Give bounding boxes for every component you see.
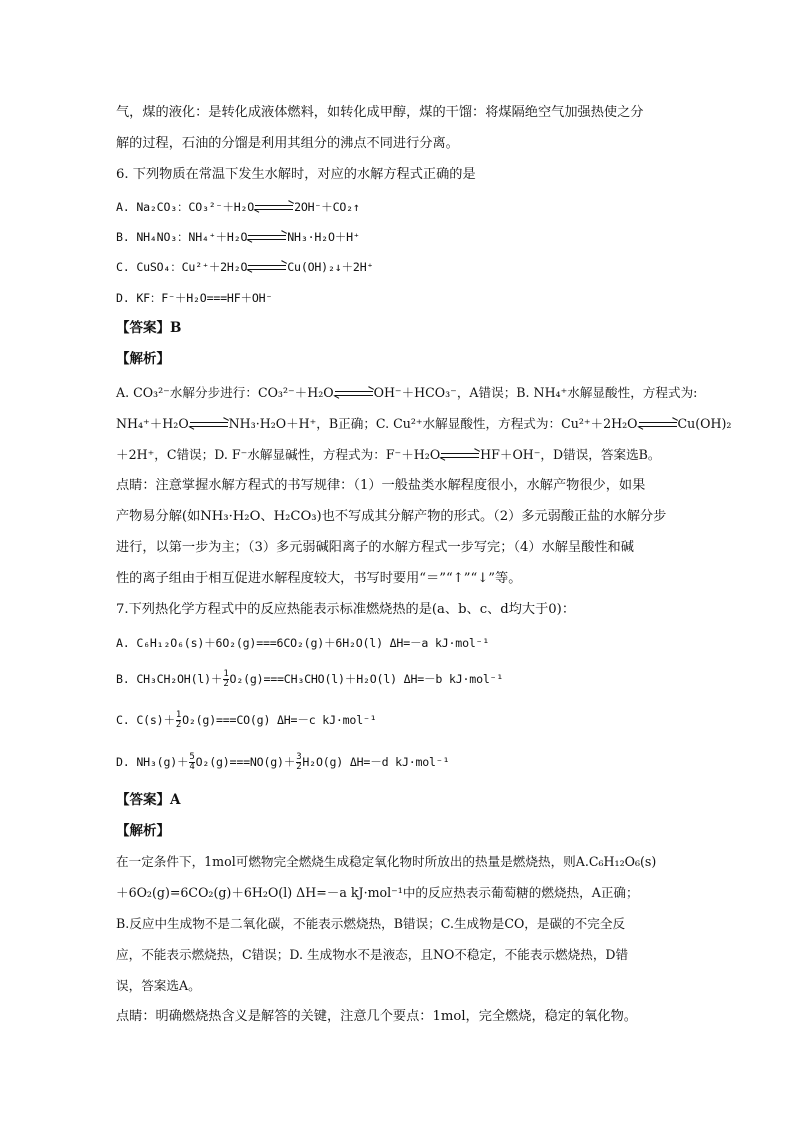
q6-analysis-1a: A. CO₃²⁻水解分步进行：CO₃²⁻＋H₂O — [116, 385, 334, 400]
q6-option-a-right: 2OH⁻＋CO₂↑ — [294, 200, 360, 214]
q7-analysis-line-1: 在一定条件下，1mol可燃物完全燃烧生成稳定氧化物时所放出的热量是燃烧热，则A.C₆H₁₂O₆(s) — [116, 854, 657, 869]
q6-option-c — [116, 257, 682, 277]
q6-option-a — [116, 197, 682, 217]
q6-tip-line-4: 性的离子组由于相互促进水解程度较大，书写时要用“＝”“↑”“↓”等。 — [116, 571, 522, 586]
q6-analysis-line-2 — [116, 414, 732, 434]
q7-option-d-right: H₂O(g) ΔH=－d kJ·mol⁻¹ — [302, 755, 450, 769]
q6-analysis-2b: NH₃·H₂O＋H⁺，B正确；C. Cu²⁺水解显酸性，方程式为：Cu²⁺＋2H₂O — [228, 416, 638, 431]
q7-analysis-label: 【解析】 — [116, 823, 170, 839]
q6-option-b-left: B. NH₄NO₃：NH₄⁺＋H₂O — [116, 230, 248, 244]
q6-answer: 【答案】B — [116, 320, 182, 336]
q6-tip-line-3: 进行，以第一步为主；（3）多元弱碱阳离子的水解方程式一步写完；（4）水解呈酸性和碱 — [116, 540, 634, 555]
q7-option-b — [116, 669, 682, 689]
q7-option-d — [116, 752, 682, 772]
fraction-three-halves: $\frac{3}{2}$ — [296, 752, 302, 772]
q7-option-b-right: O₂(g)===CH₃CHO(l)＋H₂O(l) ΔH=－b kJ·mol⁻¹ — [229, 672, 504, 686]
q7-option-a: A. C₆H₁₂O₆(s)＋6O₂(g)===6CO₂(g)＋6H₂O(l) ΔH=－a kJ·mol⁻¹ — [116, 636, 490, 650]
q6-option-c-left: C. CuSO₄：Cu²⁺＋2H₂O — [116, 260, 248, 274]
q6-analysis-2a: NH₄⁺＋H₂O — [116, 416, 189, 431]
q6-option-b-right: NH₃·H₂O＋H⁺ — [287, 230, 360, 244]
q7-option-d-left: D. NH₃(g)＋ — [116, 755, 189, 769]
q6-analysis-3b: HF＋OH⁻，D错误，答案选B。 — [480, 447, 661, 462]
q7-option-c-left: C. C(s)＋ — [116, 713, 175, 727]
q7-option-b-left: B. CH₃CH₂OH(l)＋ — [116, 672, 223, 686]
q7-answer: 【答案】A — [116, 792, 181, 808]
q7-tip: 点睛：明确燃烧热含义是解答的关键，注意几个要点：1mol，完全燃烧，稳定的氧化物。 — [116, 1009, 637, 1024]
equilibrium-arrow-icon — [335, 389, 373, 399]
q6-tip-line-1: 点睛：注意掌握水解方程式的书写规律：（1）一般盐类水解程度很小，水解产物很少，如果 — [116, 478, 646, 493]
q6-analysis-1b: OH⁻＋HCO₃⁻，A错误；B. NH₄⁺水解显酸性，方程式为: — [373, 385, 698, 400]
intro-line-2: 解的过程，石油的分馏是利用其组分的沸点不同进行分离。 — [116, 136, 459, 151]
q6-analysis-3a: ＋2H⁺，C错误；D. F⁻水解显碱性，方程式为：F⁻＋H₂O — [116, 447, 441, 462]
intro-line-1: 气，煤的液化：是转化成液体燃料，如转化成甲醇，煤的干馏：将煤隔绝空气加强热使之分 — [116, 105, 644, 120]
equilibrium-arrow-icon — [639, 420, 677, 430]
q6-option-c-right: Cu(OH)₂↓＋2H⁺ — [287, 260, 374, 274]
q6-option-a-left: A. Na₂CO₃：CO₃²⁻＋H₂O — [116, 200, 255, 214]
q6-analysis-line-3 — [116, 445, 682, 465]
q7-analysis-line-3: B.反应中生成物不是二氧化碳，不能表示燃烧热，B错误；C.生成物是CO，是碳的不完全反 — [116, 916, 626, 931]
q6-option-d: D. KF：F⁻＋H₂O===HF＋OH⁻ — [116, 291, 273, 305]
q7-option-c — [116, 710, 682, 730]
equilibrium-arrow-icon — [248, 233, 286, 243]
equilibrium-arrow-icon — [190, 420, 228, 430]
q7-analysis-line-2: ＋6O₂(g)=6CO₂(g)＋6H₂O(l) ΔH=－a kJ·mol⁻¹中的反应热表示葡萄糖的燃烧热，A正确； — [116, 885, 639, 900]
q6-analysis-line-1 — [116, 383, 698, 403]
q7-option-d-middle: O₂(g)===NO(g)＋ — [195, 755, 296, 769]
equilibrium-arrow-icon — [248, 263, 286, 273]
q6-option-b — [116, 227, 682, 247]
q7-option-c-right: O₂(g)===CO(g) ΔH=－c kJ·mol⁻¹ — [182, 713, 377, 727]
q7-analysis-line-4: 应，不能表示燃烧热，C错误；D. 生成物水不是液态，且NO不稳定，不能表示燃烧热，D错 — [116, 947, 629, 962]
q7-stem: 7.下列热化学方程式中的反应热能表示标准燃烧热的是(a、b、c、d均大于0)： — [116, 602, 576, 617]
q6-tip-line-2: 产物易分解(如NH₃·H₂O、H₂CO₃)也不写成其分解产物的形式。（2）多元弱酸正盐的水解分步 — [116, 509, 667, 524]
fraction-five-fourths: $\frac{5}{4}$ — [189, 752, 195, 772]
equilibrium-arrow-icon — [441, 451, 479, 461]
equilibrium-arrow-icon — [255, 203, 293, 213]
q6-analysis-2c: Cu(OH)₂ — [677, 416, 732, 431]
fraction-one-half: $\frac{1}{2}$ — [175, 710, 182, 730]
fraction-one-half: $\frac{1}{2}$ — [223, 669, 229, 689]
q6-analysis-label: 【解析】 — [116, 351, 170, 367]
q7-analysis-line-5: 误，答案选A。 — [116, 978, 201, 993]
q6-stem: 6. 下列物质在常温下发生水解时，对应的水解方程式正确的是 — [116, 167, 476, 182]
